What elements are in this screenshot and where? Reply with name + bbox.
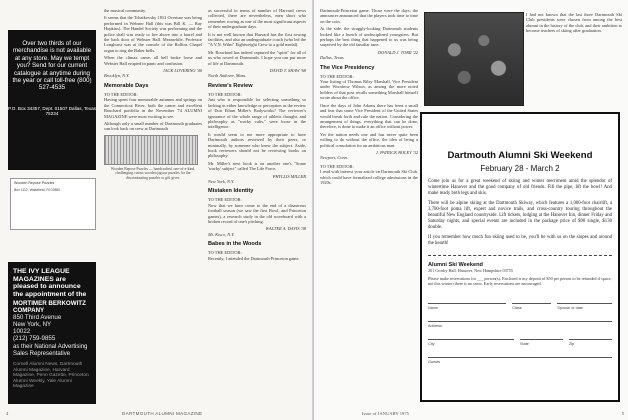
ivy-ad-list: Cornell Alumni News, Dartmouth Alumni Magazine, Harvard Magazine, Penn Gazette, Princeton Alumni Weekly, Yale Alumni Magazine — [13, 361, 89, 390]
coupon-address: 201 Crosby Hall, Hanover, New Hampshire 03755 — [428, 268, 513, 273]
spouse-field[interactable]: Spouse or date — [557, 294, 612, 304]
ivy-ad-headline: THE IVY LEAGUE MAGAZINES are pleased to announce the appointment of the — [13, 268, 87, 298]
paragraph: It would seem to me more appropriate to have Dartmouth authors reviewed by their peers, or minimally, by someone who knew the subject. Aside, book reviewers should not be reviewing books on philosophy. — [208, 131, 306, 159]
paragraph: Your listing of Thomas Riley Marshall, Vice President under Woodrow Wilson, as among the more noted holders of that post recalls something Marshall himself wrote about the office. — [320, 79, 418, 101]
ivy-ad-tagline: as their National Advertising Sales Representative — [13, 344, 88, 358]
ivy-ad-firm: MORTIMER BERKOWITZ COMPANY — [13, 300, 86, 315]
ivy-ad-address2: New York, NY — [13, 321, 52, 329]
letter-location: Brooklyn, N.Y. — [104, 73, 130, 79]
ivy-league-ad[interactable] — [8, 262, 96, 404]
letter-heading: Review's Review — [208, 82, 253, 89]
guests-field[interactable]: Guests — [428, 348, 612, 358]
letters-column-4 — [526, 12, 622, 107]
letters-column-1 — [104, 8, 202, 408]
zip-field[interactable]: Zip — [569, 330, 612, 340]
puzzle-ad-title: Wooden Repose Puzzles — [14, 181, 55, 185]
letter-heading: Mistaken Identity — [208, 188, 254, 195]
letter-salutation: TO THE EDITOR: — [104, 91, 138, 97]
coupon-row-name — [428, 294, 612, 311]
paragraph: Now that we have come to the end of a disastrous football season (we saw the first Bowl, and Princeton games), a research study in the old scoreboard with a broken record of one's pitching. — [208, 202, 306, 224]
ski-ad-paragraph: If you remember how much fun skiing used to be, you'll be with us on the slopes and around the hearth! — [428, 235, 612, 246]
letter-salutation: TO THE EDITOR: — [208, 197, 242, 203]
paragraph: Yet the nation needs one and has never quite been willing to do without the office, the idea of being a political consolation for an ambitious man. — [320, 131, 418, 148]
letter-signature: DAVID T. SHAW '68 — [269, 68, 306, 74]
paragraph: I had not known that the last three Dartmouth Ski Club presidents were chosen from among the best alumni in the history of the club, and their ambition to become teachers of skiing after graduation. — [526, 12, 622, 34]
paragraph: Once the days of John Adams there has been a small and fear that some Vice President of the United States would break forth and rule the nation. Considering the arrangement of things, everything that can be done, therefore, is done to make it an office without power. — [320, 102, 418, 130]
letter-heading: The Vice Presidency — [320, 64, 375, 71]
letter-salutation: TO THE EDITOR: — [320, 163, 354, 169]
ivy-ad-zip: 10022 — [13, 328, 31, 336]
paragraph: When the climax came, all bell broke loose and Webster Hall erupted in panic and confusion. — [104, 55, 202, 66]
letter-signature: DONALD J. TORR '22 — [377, 49, 418, 55]
letter-location: North Andover, Mass. — [208, 73, 247, 79]
letter-heading: Babes in the Woods — [208, 241, 262, 248]
paragraph: Mr. Bouchard has indeed captured the "spirit" for all of us who rowed at Dartmouth. I hope you can put more of life at Dartmouth. — [208, 49, 306, 66]
letter-signature: J. PATRICK BOLEY '32 — [375, 149, 418, 155]
letter-location: Dallas, Texas — [320, 55, 344, 61]
name-field[interactable]: Name — [428, 294, 506, 304]
paragraph: Having spent four memorable autumns and springs on the Connecticut River, both the canoe and excellent Bouchard portfolio in the November '74 ALUMNI MAGAZINE were most exciting to see. — [104, 97, 202, 119]
right-page — [314, 0, 628, 420]
coupon-title: Alumni Ski Weekend — [428, 262, 483, 268]
ski-ad-title: Dartmouth Alumni Ski Weekend — [447, 150, 593, 161]
illustration-caption: Wooden Repose Puzzles — handcrafted, one-of-a-kind, challenging cutout wooden jigsaw puzzles for the discriminating puzzler or gift giver. — [110, 166, 196, 180]
letter-location: New York, N.Y. — [208, 178, 235, 184]
paragraph: as successful in terms of number of Harvard crews collected, there are nevertheless, men short who remember rowing as one of the most significant aspects of their undergraduate days. — [208, 8, 306, 30]
letter-signature: WALTER A. DAVIS '38 — [265, 226, 306, 232]
city-field[interactable]: City — [428, 330, 514, 340]
coupon-divider — [428, 255, 612, 256]
letter-heading: Memorable Days — [104, 82, 149, 89]
letter-signature: PHYLLIS MILLER — [272, 173, 306, 179]
catalogue-ad-pitch: Over two thirds of our merchandise is not available at any store. May we tempt you? Send for our current catalogue at anytime during the year or call toll-free (800) 527-4535 — [12, 40, 92, 92]
paragraph: I read with interest your article on Dartmouth Ski Club, which could have formalized college admissions in the 1920s. — [320, 169, 418, 185]
ski-weekend-ad[interactable] — [420, 112, 620, 402]
ski-ad-dates: February 28 - March 2 — [480, 164, 560, 173]
paragraph: Dartmouth-Princeton game. Those were the days; the announcer announced that the players took time to time on the coin. — [320, 8, 418, 24]
ski-ad-paragraph: There will be alpine skiing at the Dartmouth Skiway, which features a 1,000-foot chairlift, a 3,700-foot poma lift, expert and novice trails, and cross-country touring throughout the beautiful New England countryside. Lift tickets, lodging at the Hanover Inn, dinner Friday and Saturday nights, and special events are included in the package price of $90 single, $130 double. — [428, 201, 612, 230]
puzzle-ad[interactable] — [10, 178, 96, 230]
catalogue-ad-address: P.O. Box 34357, Dept. 01507 Dallas, Texas 75234 — [8, 105, 96, 117]
puzzle-ad-address: Box 1112, Wakefield, RI 02880 — [14, 188, 61, 193]
letter-location: Newport, Conn. — [320, 155, 348, 161]
paragraph: Although only a small number of Dartmouth graduates can look back on crew at Dartmouth — [104, 120, 202, 132]
paragraph: Recently, I attended the Dartmouth-Princeton game. — [208, 255, 300, 261]
letters-column-2 — [208, 8, 306, 408]
catalogue-ad[interactable] — [8, 30, 96, 170]
puzzle-illustration — [104, 135, 198, 165]
paragraph: It is not well known that Harvard has the first rowing facilities, and also an undergraduate coach (who led the "A V.N. Wilm" Eightweight Crew to a gold medal). — [208, 31, 306, 48]
ivy-ad-phone: (212) 759-9855 — [13, 335, 56, 343]
page-footer: Issue of JANUARY 1975 — [362, 411, 409, 416]
letter-salutation: TO THE EDITOR: — [208, 250, 242, 256]
letters-column-3 — [320, 8, 418, 408]
letter-location: Mt. Kisco, N.Y. — [208, 231, 235, 237]
page-footer: DARTMOUTH ALUMNI MAGAZINE — [122, 411, 203, 416]
paragraph: At the side, the straggly-looking Dartmouth students looked like a bunch of undisciplined youngsters. But perhaps the best thing that happened to us was being surprised by the old familiar tune. — [320, 26, 418, 48]
address-field[interactable]: Address — [428, 312, 612, 322]
ivy-ad-address1: 850 Third Avenue — [13, 314, 62, 322]
class-field[interactable]: Class — [512, 294, 551, 304]
letter-signature: JACK LOVERING '40 — [162, 68, 202, 74]
page-number: 4 — [6, 411, 9, 416]
coupon-text: Please make reservations for ___ person(s). Enclosed is my deposit of $50 per person to be refunded if space, not this winter) there is no snow. Early reservations are encouraged. — [428, 276, 612, 287]
letter-salutation: TO THE EDITOR: — [208, 91, 242, 97]
state-field[interactable]: State — [520, 330, 563, 340]
paragraph: It seems that the Tchaikovsky 1812 Overture was being performed in Webster Hall (this was Bill K. — Ray Hopkins). The Handel Society was performing and the police shall was ready to fire above into a barrel and the back door of Webster Hall. Meanwhile, Professor Longhurst was at the console of the Rollins Chapel organ to ring the Baker bells. — [104, 15, 202, 53]
ski-lodge-photo — [424, 12, 524, 106]
coupon-row-address — [428, 312, 612, 329]
coupon-row-city — [428, 330, 612, 347]
page-number: 5 — [621, 411, 624, 416]
paragraph: the musical community. — [104, 8, 147, 13]
paragraph: Just who is responsible for selecting something so lacking in either knowledge or perception as the review of Don Ethan Miller's Bodyworks? The reviewer's ignorance of the whole range of athletic thought, and philosophy as "wacky cults," were loose in the intelligence. — [208, 97, 306, 130]
paragraph: Mr. Miller's next book is on another one's "Some 'wacky' subject" called The Life Force. — [208, 160, 306, 172]
ski-ad-paragraph: Come join us for a great weekend of skiing and winter merriment amid the splendor of wintertime Hanover and the good company of old friends. Fill the pipe, lift the bowl! And make ready both legs and skis. — [428, 179, 612, 196]
coupon-row-guests — [428, 348, 612, 365]
letter-salutation: TO THE EDITOR: — [320, 73, 354, 79]
